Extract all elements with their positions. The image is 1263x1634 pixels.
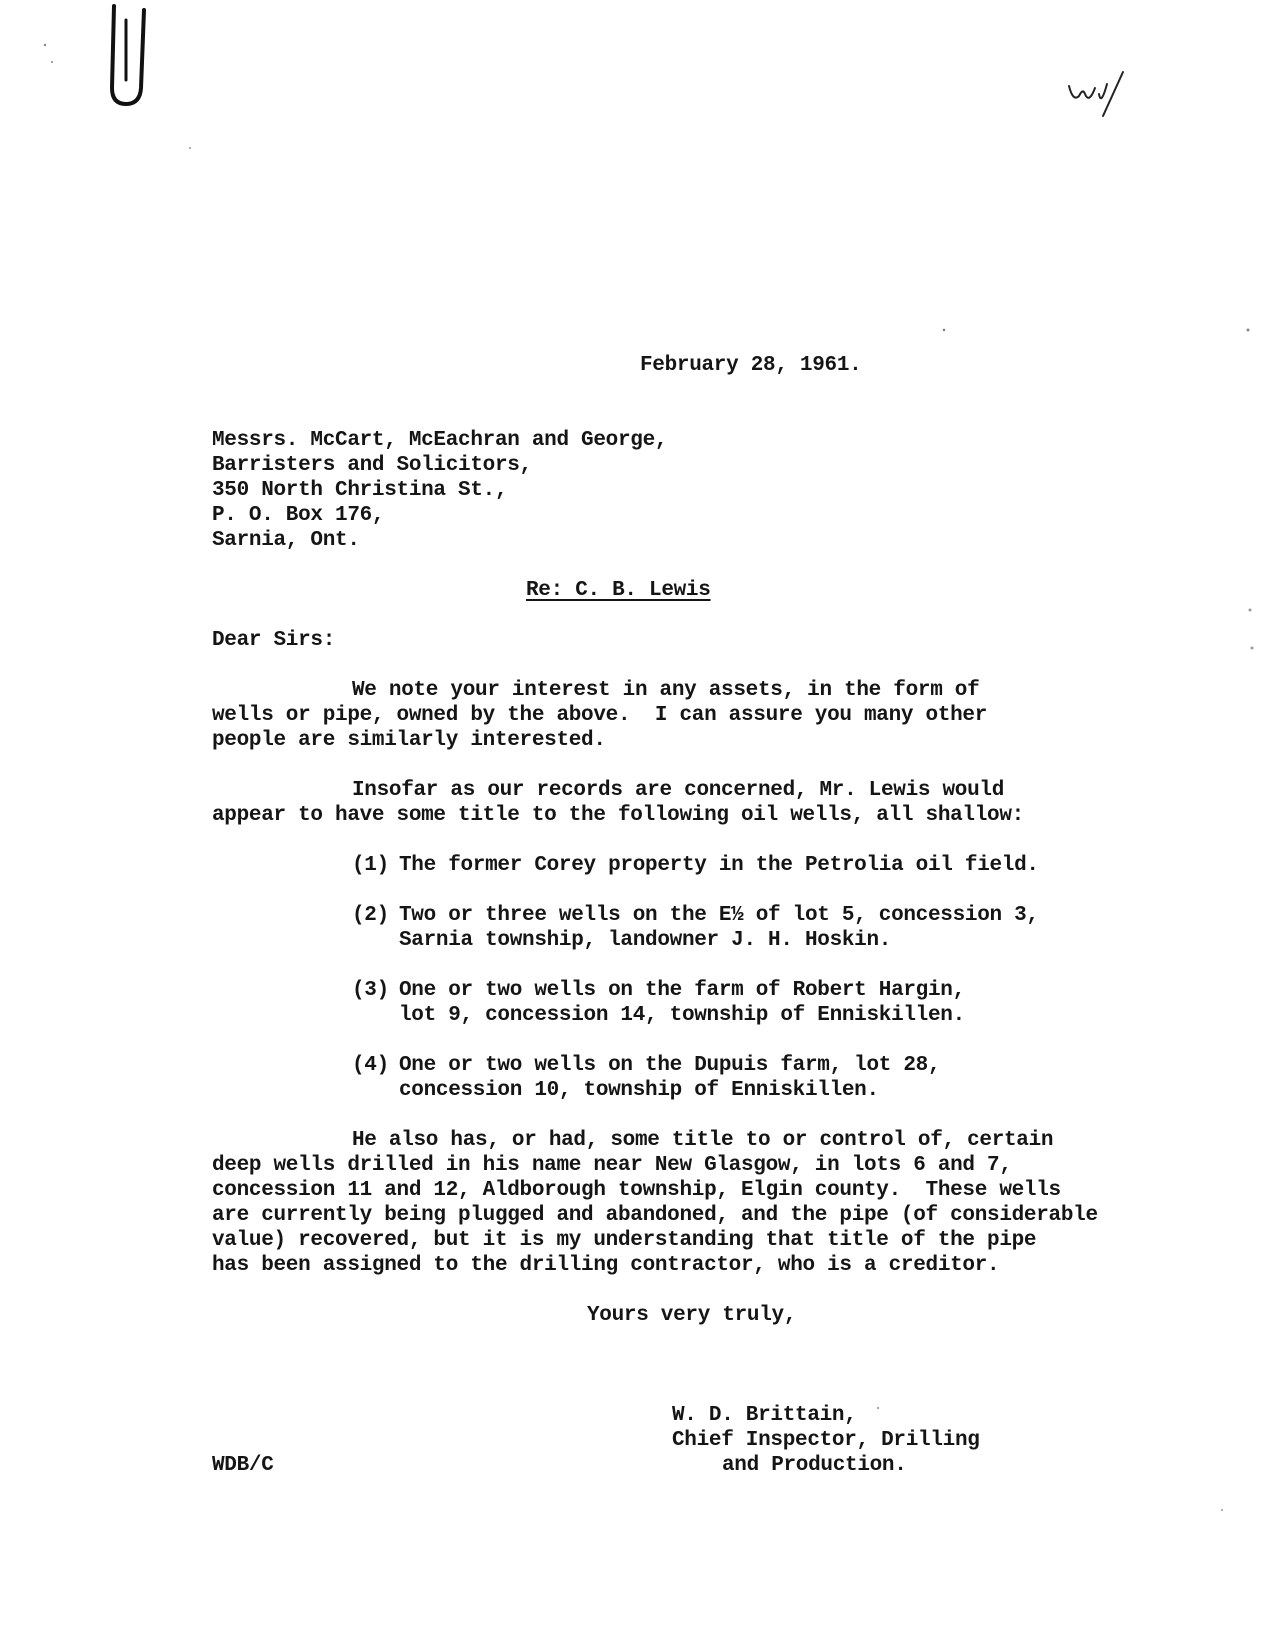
body-line: value) recovered, but it is my understanding that title of the pipe: [212, 1229, 1037, 1252]
signature-line: and Production.: [722, 1454, 907, 1477]
body-line: are currently being plugged and abandoned, and the pipe (of considerable: [212, 1204, 1098, 1227]
body-line: has been assigned to the drilling contractor, who is a creditor.: [212, 1254, 1000, 1277]
body-line: concession 11 and 12, Aldborough township, Elgin county. These wells: [212, 1179, 1061, 1202]
list-item-text: One or two wells on the farm of Robert Hargin,: [399, 979, 965, 1002]
addressee-line: P. O. Box 176,: [212, 504, 385, 527]
list-item-number: (4): [352, 1054, 389, 1077]
addressee-line: Messrs. McCart, McEachran and George,: [212, 429, 668, 452]
list-item-number: (2): [352, 904, 389, 927]
list-item-text: The former Corey property in the Petrolia oil field.: [399, 854, 1039, 877]
list-item-text: One or two wells on the Dupuis farm, lot 28,: [399, 1054, 941, 1077]
closing: Yours very truly,: [587, 1304, 797, 1327]
body-line: deep wells drilled in his name near New Glasgow, in lots 6 and 7,: [212, 1154, 1012, 1177]
list-item-text: lot 9, concession 14, township of Enniskillen.: [399, 1004, 965, 1027]
addressee-line: 350 North Christina St.,: [212, 479, 508, 502]
reference-initials: WDB/C: [212, 1454, 274, 1477]
letter-date: February 28, 1961.: [640, 354, 862, 377]
body-line: appear to have some title to the following oil wells, all shallow:: [212, 804, 1024, 827]
list-item-number: (1): [352, 854, 389, 877]
signature-line: Chief Inspector, Drilling: [672, 1429, 980, 1452]
salutation: Dear Sirs:: [212, 629, 336, 652]
handwritten-mark: [1065, 70, 1135, 120]
addressee-line: Sarnia, Ont.: [212, 529, 360, 552]
subject-line: Re: C. B. Lewis: [526, 579, 711, 602]
body-line: people are similarly interested.: [212, 729, 606, 752]
signature-line: W. D. Brittain,: [672, 1404, 857, 1427]
body-line: Insofar as our records are concerned, Mr. Lewis would: [352, 779, 1005, 802]
body-line: He also has, or had, some title to or control of, certain: [352, 1129, 1054, 1152]
addressee-line: Barristers and Solicitors,: [212, 454, 532, 477]
list-item-number: (3): [352, 979, 389, 1002]
list-item-text: concession 10, township of Enniskillen.: [399, 1079, 879, 1102]
list-item-text: Sarnia township, landowner J. H. Hoskin.: [399, 929, 892, 952]
body-line: wells or pipe, owned by the above. I can assure you many other: [212, 704, 988, 727]
body-line: We note your interest in any assets, in the form of: [352, 679, 980, 702]
list-item-text: Two or three wells on the E½ of lot 5, concession 3,: [399, 904, 1039, 927]
